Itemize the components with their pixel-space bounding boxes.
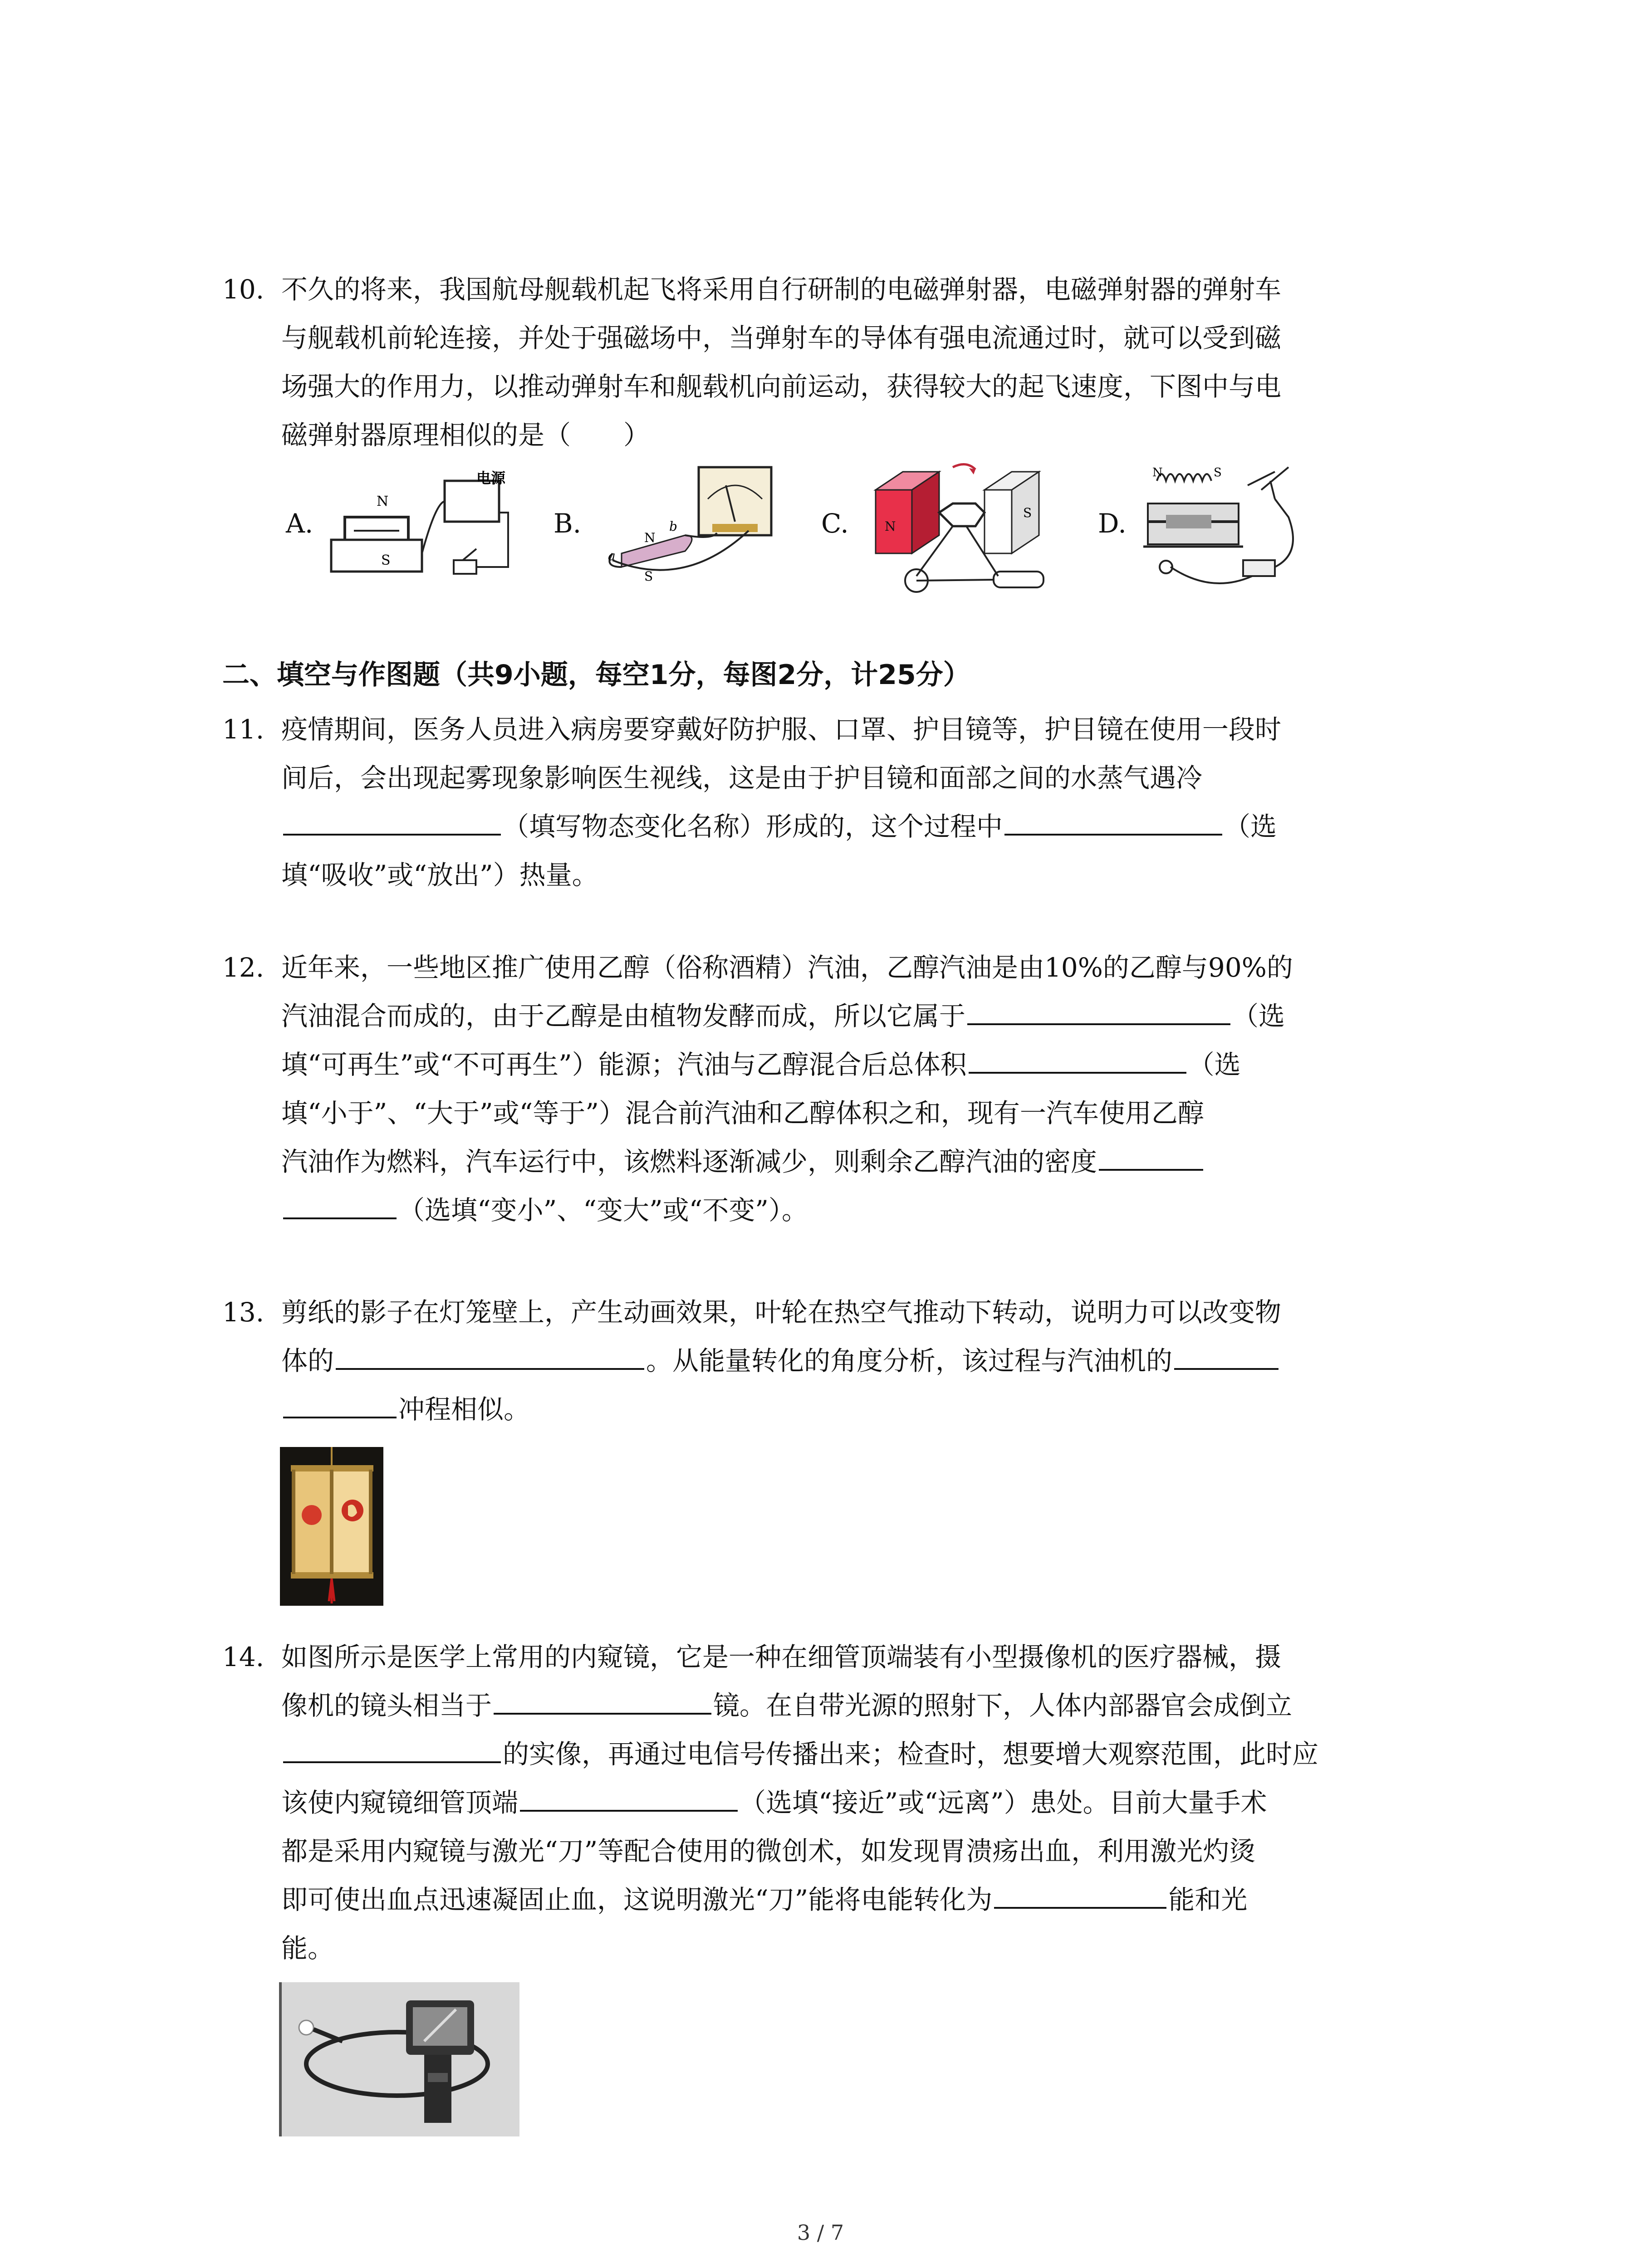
galvanometer-magnet-figure: [594, 463, 789, 599]
option-b[interactable]: [554, 454, 808, 608]
section-title: 二、填空与作图题（共9小题，每空1分，每图2分，计25分）: [222, 659, 970, 691]
question-line: [281, 992, 1461, 1041]
question-line: [281, 1138, 1461, 1186]
question-number: 11.: [222, 714, 265, 745]
question-line: [281, 1186, 1461, 1235]
answer-blank[interactable]: [283, 804, 501, 836]
question-line: 如图所示是医学上常用的内窥镜，它是一种在细管顶端装有小型摄像机的医疗器械，摄: [281, 1642, 1282, 1672]
answer-blank[interactable]: [283, 1731, 501, 1763]
question-line: 都是采用内窥镜与激光“刀”等配合使用的微创术，如发现胃溃疡出血，利用激光灼烫: [281, 1836, 1256, 1867]
question-line: [281, 1681, 1461, 1730]
option-c[interactable]: [821, 454, 1084, 608]
question-line: [281, 1779, 1461, 1827]
question-line: 间后，会出现起雾现象影响医生视线，这是由于护目镜和面部之间的水蒸气遇冷: [281, 763, 1203, 793]
question-line: 填“小于”、“大于”或“等于”）混合前汽油和乙醇体积之和，现有一汽车使用乙醇: [281, 1098, 1204, 1129]
question-line: 填“吸收”或“放出”）热量。: [281, 860, 598, 890]
question-text: 该使内窥镜细管顶端: [281, 1787, 519, 1818]
question-text: 填“可再生”或“不可再生”）能源；汽油与乙醇混合后总体积: [281, 1049, 967, 1080]
answer-blank[interactable]: [994, 1877, 1166, 1909]
option-d[interactable]: [1098, 454, 1334, 608]
magnet-coil-generator-figure: [862, 463, 1071, 599]
question-text: 冲程相似。: [398, 1394, 530, 1425]
wire-a-label: a: [608, 548, 616, 563]
question-text: （选: [1232, 1001, 1285, 1031]
question-line: [281, 802, 1461, 851]
answer-blank[interactable]: [336, 1338, 644, 1370]
question-text: （选: [1224, 811, 1277, 842]
option-a[interactable]: [286, 454, 540, 608]
answer-blank[interactable]: [1004, 804, 1222, 836]
answer-blank[interactable]: [494, 1683, 711, 1715]
endoscope-image: [279, 1982, 519, 2136]
magnet-n-label: N: [644, 530, 656, 545]
option-letter: B.: [554, 508, 582, 539]
coil-n-label: N: [1152, 466, 1163, 479]
question-line: 磁弹射器原理相似的是（ ）: [281, 420, 650, 450]
answer-blank[interactable]: [1099, 1139, 1203, 1171]
question-line: 场强大的作用力，以推动弹射车和舰载机向前运动，获得较大的起飞速度，下图中与电: [281, 371, 1282, 402]
question-line: 近年来，一些地区推广使用乙醇（俗称酒精）汽油，乙醇汽油是由10%的乙醇与90%的: [281, 952, 1293, 983]
question-number: 13.: [222, 1297, 265, 1328]
question-line: 不久的将来，我国航母舰载机起飞将采用自行研制的电磁弹射器，电磁弹射器的弹射车: [281, 274, 1282, 305]
question-number: 10.: [222, 274, 265, 305]
question-text: 的实像，再通过电信号传播出来；检查时，想要增大观察范围，此时应: [503, 1739, 1319, 1769]
question-text: 能和光: [1168, 1884, 1248, 1915]
magnet-n-label: N: [377, 494, 389, 509]
answer-blank[interactable]: [969, 1042, 1186, 1074]
question-text: 汽油作为燃料，汽车运行中，该燃料逐渐减少，则剩余乙醇汽油的密度: [281, 1146, 1097, 1177]
answer-blank[interactable]: [283, 1387, 397, 1418]
question-text: （选填“接近”或“远离”）患处。目前大量手术: [740, 1787, 1267, 1818]
magnet-s-label: S: [644, 569, 653, 584]
option-letter: D.: [1098, 508, 1127, 539]
answer-blank[interactable]: [1174, 1338, 1279, 1370]
answer-blank[interactable]: [283, 1188, 397, 1219]
question-number: 12.: [222, 952, 265, 983]
electromagnet-rail-figure: [327, 463, 526, 599]
question-text: 像机的镜头相当于: [281, 1690, 492, 1721]
question-text: 汽油混合而成的，由于乙醇是由植物发酵而成，所以它属于: [281, 1001, 966, 1031]
question-text: （选: [1188, 1049, 1241, 1080]
question-10-options: [286, 454, 1465, 608]
question-line: [281, 1041, 1461, 1089]
question-line: [281, 1385, 1461, 1434]
power-supply-label: 电源: [476, 469, 506, 487]
question-line: 剪纸的影子在灯笼壁上，产生动画效果，叶轮在热空气推动下转动，说明力可以改变物: [281, 1297, 1282, 1328]
question-text: 即可使出血点迅速凝固止血，这说明激光“刀”能将电能转化为: [281, 1884, 993, 1915]
question-text: （填写物态变化名称）形成的，这个过程中: [503, 811, 1003, 842]
magnet-s-label: S: [381, 552, 391, 568]
question-text: 。从能量转化的角度分析，该过程与汽油机的: [646, 1345, 1173, 1376]
question-line: 与舰载机前轮连接，并处于强磁场中，当弹射车的导体有强电流通过时，就可以受到磁: [281, 323, 1282, 353]
electric-bell-figure: [1139, 463, 1320, 599]
question-line: [281, 1337, 1461, 1385]
coil-s-label: S: [1214, 466, 1222, 479]
question-line: 疫情期间，医务人员进入病房要穿戴好防护服、口罩、护目镜等，护目镜在使用一段时: [281, 714, 1282, 745]
question-text: 体的: [281, 1345, 334, 1376]
magnet-n-label: N: [885, 519, 896, 534]
question-line: [281, 1730, 1461, 1779]
wire-b-label: b: [669, 519, 677, 534]
answer-blank[interactable]: [520, 1780, 738, 1812]
option-letter: C.: [821, 508, 849, 539]
question-number: 14.: [222, 1642, 265, 1672]
question-text: （选填“变小”、“变大”或“不变”）。: [398, 1195, 808, 1226]
question-text: 镜。在自带光源的照射下，人体内部器官会成倒立: [713, 1690, 1293, 1721]
question-line: [281, 1876, 1461, 1924]
lantern-image: [280, 1447, 383, 1606]
magnet-s-label: S: [1023, 505, 1032, 520]
page-number: 3 / 7: [797, 2220, 844, 2245]
answer-blank[interactable]: [967, 993, 1230, 1025]
question-line: 能。: [281, 1933, 334, 1964]
option-letter: A.: [286, 508, 314, 539]
